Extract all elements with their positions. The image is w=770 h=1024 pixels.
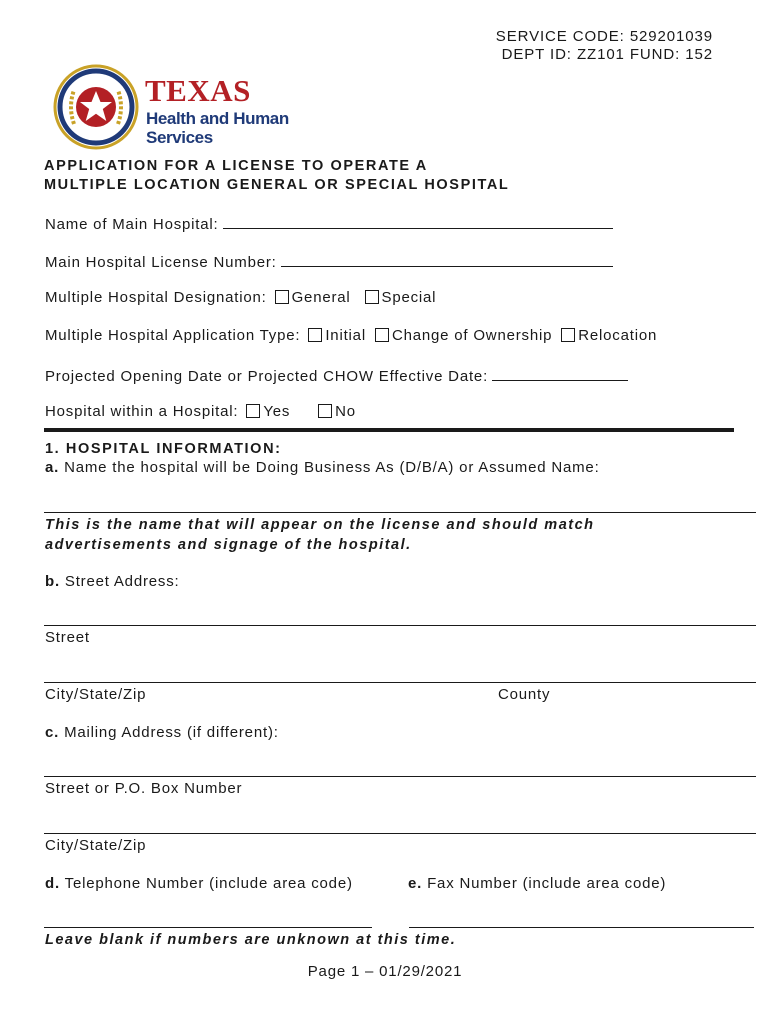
no-checkbox[interactable] (318, 404, 332, 418)
general-label: General (291, 289, 351, 306)
hospital-within-row (45, 403, 356, 420)
mailing-street-input[interactable] (44, 776, 756, 777)
dept-fund: DEPT ID: ZZ101 FUND: 152 (501, 46, 713, 63)
designation-label: Multiple Hospital Designation: (45, 289, 267, 306)
item-e-letter: e. (408, 875, 423, 892)
relocation-label: Relocation (578, 327, 658, 344)
street-input[interactable] (44, 625, 756, 626)
yes-label: Yes (263, 403, 291, 420)
special-checkbox[interactable] (365, 290, 379, 304)
no-label: No (335, 403, 356, 420)
logo-health-human: Health and Human (146, 109, 289, 128)
section-divider (44, 428, 734, 432)
street-po-label: Street or P.O. Box Number (45, 780, 243, 797)
relocation-checkbox[interactable] (561, 328, 575, 342)
initial-checkbox[interactable] (308, 328, 322, 342)
item-d-text: Telephone Number (include area code) (64, 875, 353, 892)
city-state-zip-label: City/State/Zip (45, 686, 147, 703)
hhs-logo (50, 64, 290, 150)
telephone-input[interactable] (44, 927, 372, 928)
page-footer: Page 1 – 01/29/2021 (307, 963, 463, 980)
main-hospital-row (45, 213, 613, 233)
item-a (45, 459, 600, 476)
hospital-within-label: Hospital within a Hospital: (45, 403, 239, 420)
general-checkbox[interactable] (275, 290, 289, 304)
opening-date-input[interactable] (492, 365, 628, 381)
item-b (45, 573, 179, 590)
street-label: Street (45, 629, 90, 646)
item-e-text: Fax Number (include area code) (427, 875, 667, 892)
form-title-line1: APPLICATION FOR A LICENSE TO OPERATE A (44, 158, 428, 174)
opening-date-row (45, 365, 628, 385)
logo-services: Services (146, 128, 213, 147)
service-code: SERVICE CODE: 529201039 (495, 28, 713, 45)
city-state-zip-input[interactable] (44, 682, 756, 683)
texas-seal-icon (50, 64, 142, 150)
special-label: Special (381, 289, 437, 306)
item-c (45, 724, 279, 741)
dba-note-line2: advertisements and signage of the hospital. (45, 537, 412, 553)
opening-date-label: Projected Opening Date or Projected CHOW Effective Date: (45, 368, 489, 385)
item-c-text: Mailing Address (if different): (64, 724, 279, 741)
item-d-letter: d. (45, 875, 60, 892)
initial-label: Initial (325, 327, 366, 344)
item-b-text: Street Address: (64, 573, 180, 590)
section1-heading: 1. HOSPITAL INFORMATION: (45, 441, 282, 457)
change-of-ownership-label: Change of Ownership (391, 327, 553, 344)
main-hospital-input[interactable] (223, 213, 613, 229)
designation-row (45, 289, 442, 306)
change-of-ownership-checkbox[interactable] (375, 328, 389, 342)
application-type-label: Multiple Hospital Application Type: (45, 327, 301, 344)
main-hospital-label: Name of Main Hospital: (45, 216, 219, 233)
license-number-input[interactable] (281, 251, 613, 267)
fax-input[interactable] (409, 927, 754, 928)
item-b-letter: b. (45, 573, 60, 590)
city-state-zip2-label: City/State/Zip (45, 837, 147, 854)
item-a-text: Name the hospital will be Doing Business As (D/B/A) or Assumed Name: (64, 459, 600, 476)
form-title-line2: MULTIPLE LOCATION GENERAL OR SPECIAL HOSPITAL (44, 177, 510, 193)
item-d (45, 875, 353, 892)
dba-note-line1: This is the name that will appear on the license and should match (45, 517, 595, 533)
dba-name-input[interactable] (44, 512, 756, 513)
license-number-row (45, 251, 613, 271)
license-number-label: Main Hospital License Number: (45, 254, 277, 271)
mailing-city-input[interactable] (44, 833, 756, 834)
item-a-letter: a. (45, 459, 60, 476)
logo-texas: TEXAS (145, 73, 251, 108)
item-c-letter: c. (45, 724, 60, 741)
application-type-row (45, 327, 657, 344)
item-e (408, 875, 666, 892)
blank-note: Leave blank if numbers are unknown at this time. (45, 932, 457, 948)
county-label: County (498, 686, 551, 703)
yes-checkbox[interactable] (246, 404, 260, 418)
